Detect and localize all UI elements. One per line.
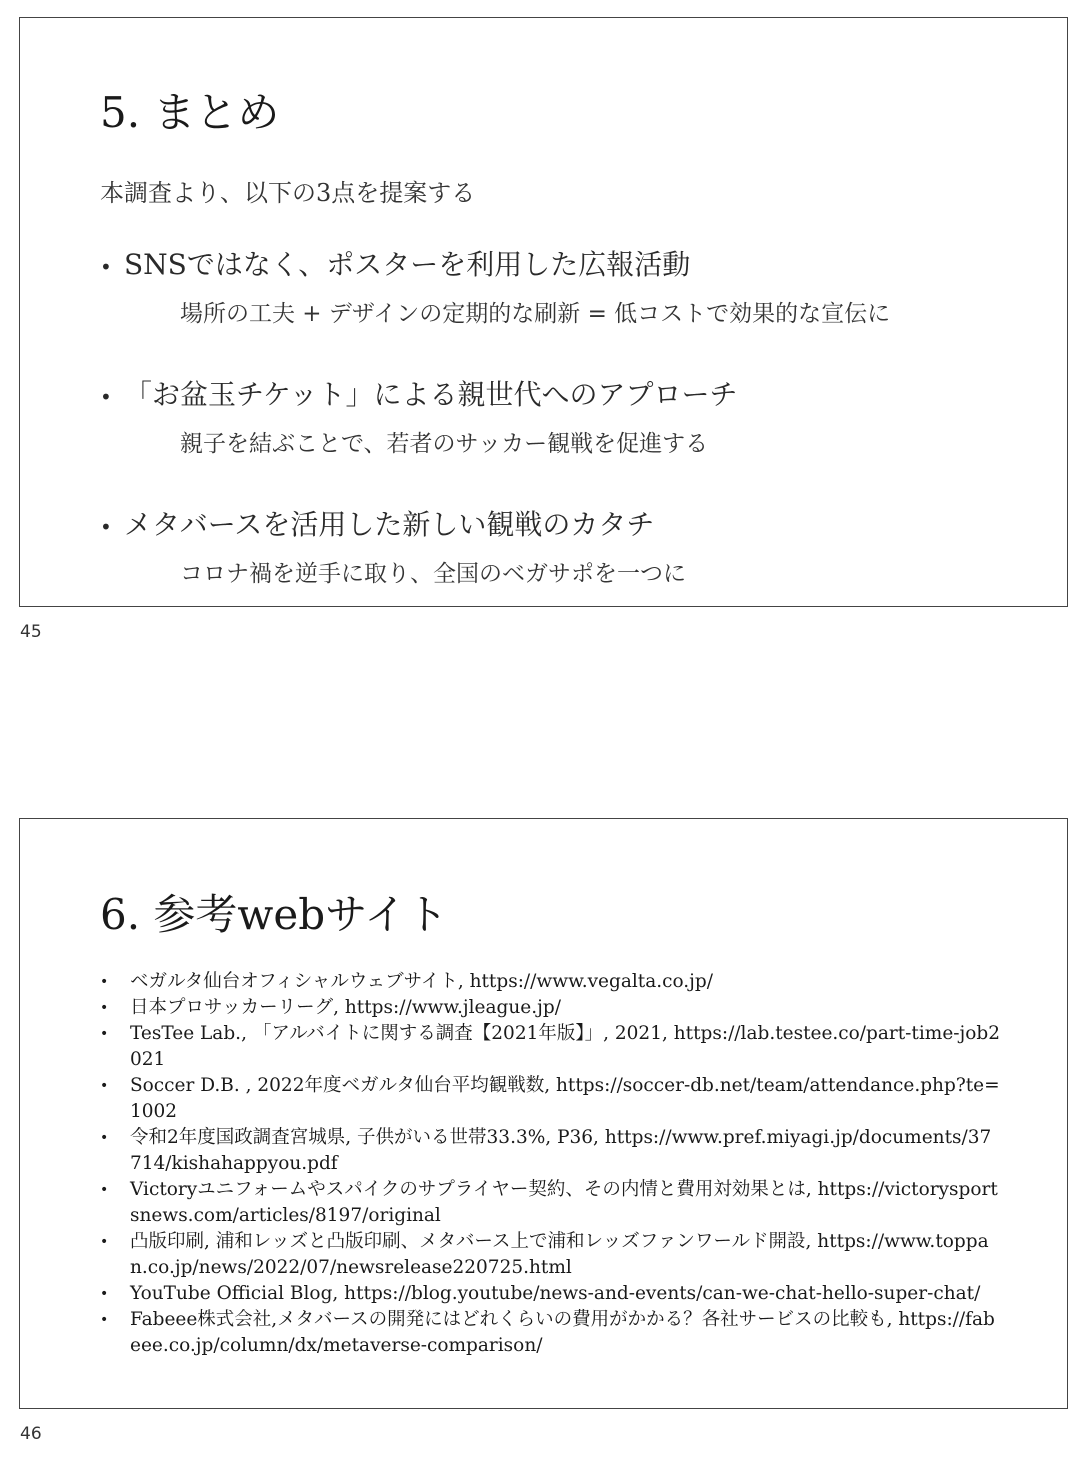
bullet-icon: • [100,255,112,279]
bullet-sub-text: 場所の工夫 + デザインの定期的な刷新 = 低コストで効果的な宣伝に [180,301,891,327]
bullet-main-text: メタバースを活用した新しい観戦のカタチ [124,508,655,541]
reference-text: Victoryユニフォームやスパイクのサプライヤー契約、その内情と費用対効果とは, https://victorysportsnews.com/articles/8197/original [130,1179,998,1226]
bullet-icon: • [100,1286,109,1302]
reference-item [100,1125,1000,1177]
reference-text: 日本プロサッカーリーグ, https://www.jleague.jp/ [130,997,561,1018]
slide-summary [19,17,1068,607]
bullet-icon: • [100,1182,109,1198]
page-number: 46 [20,1424,42,1444]
reference-item [100,969,1000,995]
bullet-sub-text: 親子を結ぶことで、若者のサッカー観戦を促進する [180,431,709,457]
bullet-icon: • [100,1130,109,1146]
bullet-item [100,503,686,588]
reference-text: Soccer D.B. , 2022年度ベガルタ仙台平均観戦数, https://soccer-db.net/team/attendance.php?te=1002 [130,1075,1000,1122]
bullet-icon: • [100,1026,109,1042]
bullet-main-text: SNSではなく、ポスターを利用した広報活動 [124,248,691,281]
bullet-icon: • [100,1078,109,1094]
slide-title: 6. 参考webサイト [100,890,449,939]
bullet-icon: • [100,1000,109,1016]
page-number: 45 [20,622,42,642]
reference-text: 令和2年度国政調査宮城県, 子供がいる世帯33.3%, P36, https://www.pref.miyagi.jp/documents/37714/kishahappyou.pdf [130,1127,992,1174]
reference-item [100,1307,1000,1359]
reference-text: 凸版印刷, 浦和レッズと凸版印刷、メタバース上で浦和レッズファンワールド開設, https://www.toppan.co.jp/news/2022/07/newsrelease220725.html [130,1231,989,1278]
bullet-icon: • [100,515,112,539]
bullet-main-text: 「お盆玉チケット」による親世代へのアプローチ [124,378,738,411]
reference-list [100,969,1000,1359]
reference-text: TesTee Lab., 「アルバイトに関する調査【2021年版】」, 2021, https://lab.testee.co/part-time-job2021 [130,1023,1001,1070]
reference-item [100,1073,1000,1125]
reference-text: Fabeee株式会社,メタバースの開発にはどれくらいの費用がかかる？各社サービスの比較も, https://fabeee.co.jp/column/dx/metaverse-comparison/ [130,1309,995,1356]
reference-item [100,1281,1000,1307]
bullet-item [100,243,890,328]
reference-text: YouTube Official Blog, https://blog.youtube/news-and-events/can-we-chat-hello-super-chat/ [130,1283,981,1304]
reference-item [100,1229,1000,1281]
bullet-icon: • [100,385,112,409]
intro-text: 本調査より、以下の3点を提案する [100,179,476,207]
reference-item [100,1177,1000,1229]
bullet-sub-text: コロナ禍を逆手に取り、全国のベガサポを一つに [180,561,686,587]
bullet-icon: • [100,1312,109,1328]
slide-references [19,818,1068,1409]
bullet-icon: • [100,1234,109,1250]
reference-text: ベガルタ仙台オフィシャルウェブサイト, https://www.vegalta.co.jp/ [130,971,713,992]
bullet-item [100,373,737,458]
bullet-icon: • [100,974,109,990]
reference-item [100,1021,1000,1073]
slide-title: 5. まとめ [100,88,280,137]
reference-item [100,995,1000,1021]
